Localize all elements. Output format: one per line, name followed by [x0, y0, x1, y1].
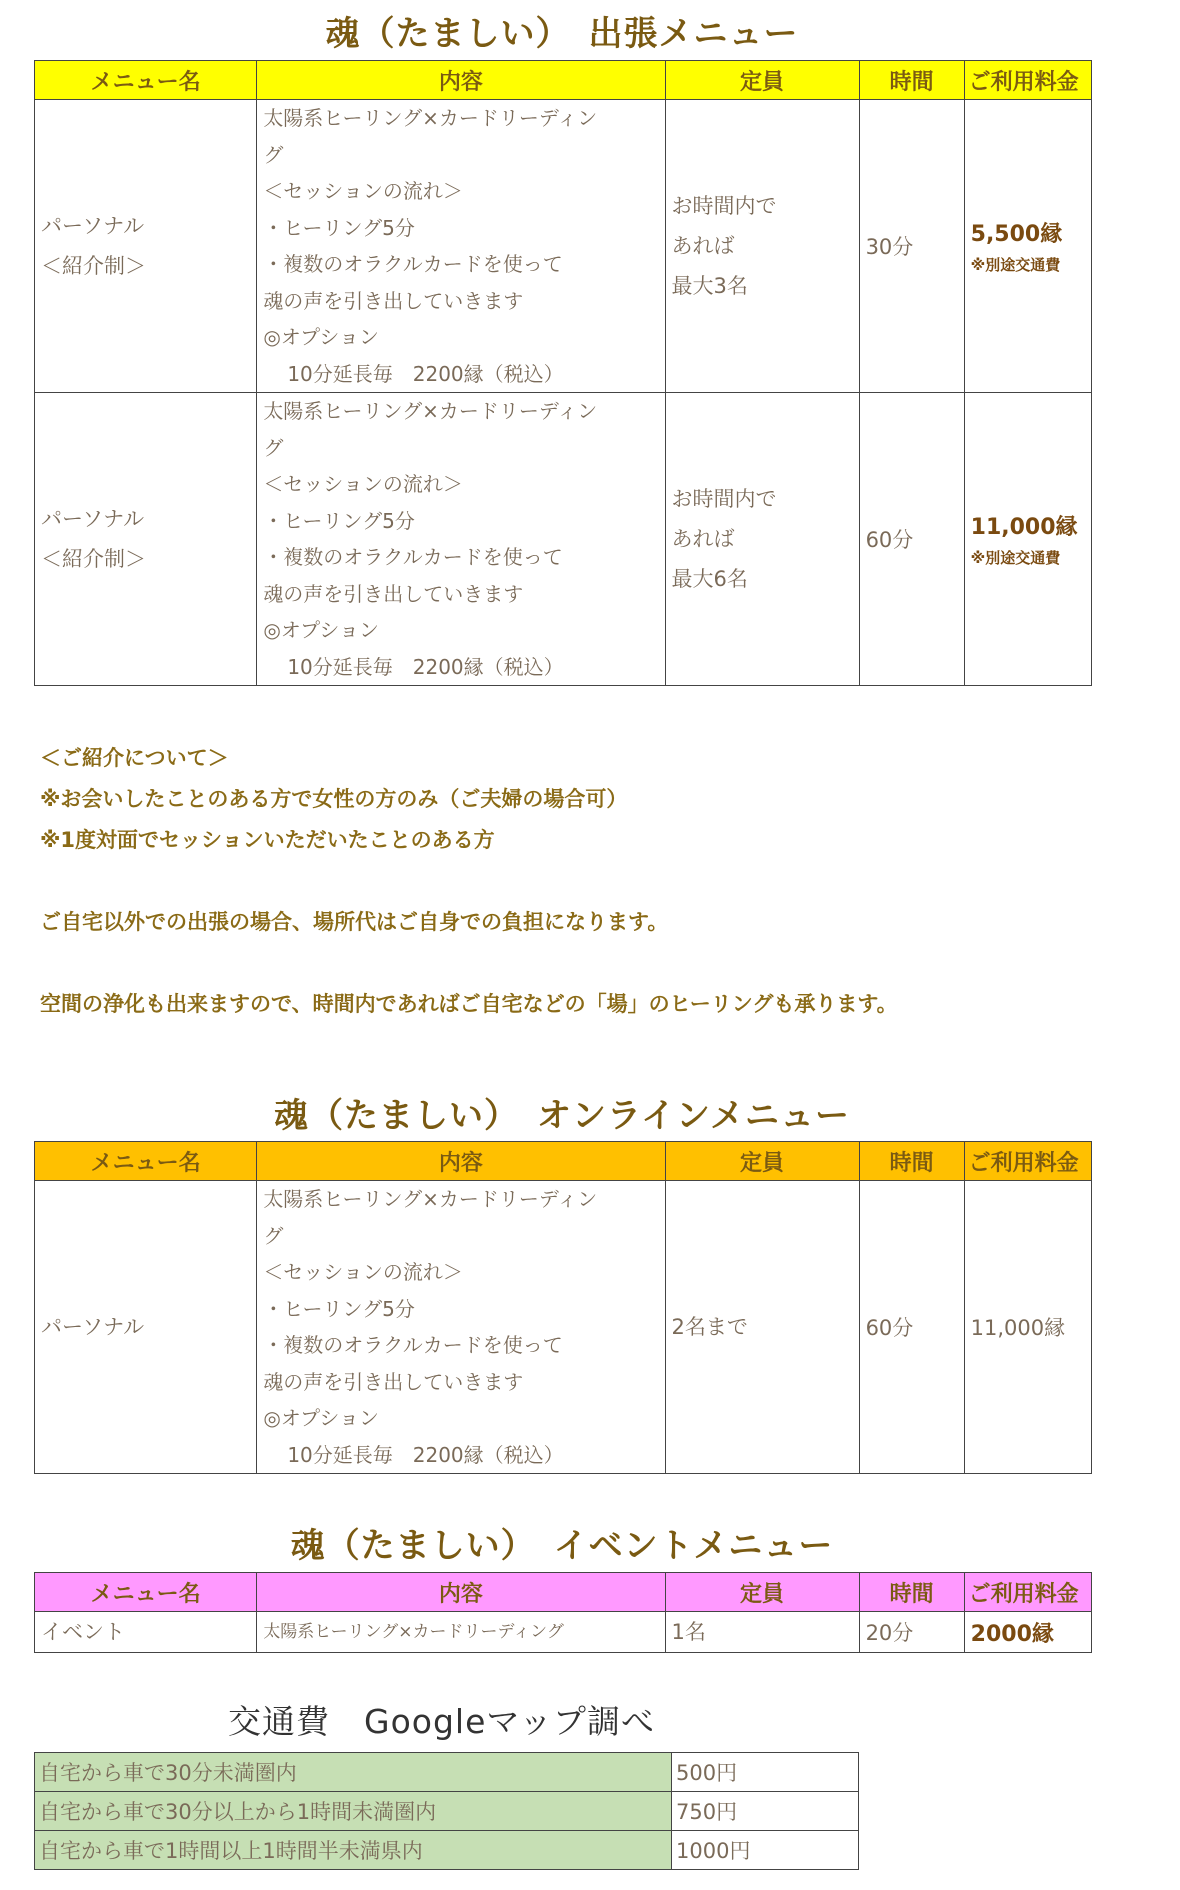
notes-block — [40, 738, 1100, 1025]
fee-value: 11,000縁 — [970, 515, 1078, 540]
content-line: 10分延長毎 2200縁（税込） — [287, 654, 564, 679]
capacity-line: あれば — [671, 527, 735, 551]
content-line: ・ヒーリング5分 — [263, 215, 415, 240]
transport-title: 交通費 Googleマップ調べ — [228, 1702, 656, 1741]
event-menu-table — [34, 1572, 1092, 1653]
menu-name: パーソナル — [41, 507, 145, 531]
transport-route: 自宅から車で1時間以上1時間半未満県内 — [35, 1831, 672, 1870]
event-menu-title: 魂（たましい） イベントメニュー — [290, 1526, 834, 1566]
content-line: グ — [263, 1223, 284, 1248]
content-line: 10分延長毎 2200縁（税込） — [287, 361, 564, 386]
content-line: 太陽系ヒーリング×カードリーディン — [263, 1187, 598, 1211]
header-fee: ご利用料金 — [964, 1573, 1091, 1612]
content-line: ・複数のオラクルカードを使って — [263, 1333, 563, 1357]
table-row — [35, 1753, 859, 1792]
content-line: 太陽系ヒーリング×カードリーディン — [263, 106, 598, 130]
capacity-cell — [665, 393, 859, 686]
transport-price: 500円 — [672, 1753, 859, 1792]
trip-menu-title: 魂（たましい） 出張メニュー — [325, 14, 799, 54]
table-row — [35, 1792, 859, 1831]
capacity-cell — [665, 100, 859, 393]
content-line: ・ヒーリング5分 — [263, 1296, 415, 1321]
header-fee: ご利用料金 — [964, 61, 1091, 100]
transport-price: 750円 — [672, 1792, 859, 1831]
content-cell — [257, 1181, 665, 1474]
time-cell: 60分 — [859, 393, 964, 686]
menu-name-cell: パーソナル — [35, 1181, 257, 1474]
content-line: グ — [263, 435, 284, 460]
fee-note: ※別途交通費 — [970, 256, 1061, 274]
content-cell — [257, 100, 665, 393]
note-line: ＜ご紹介について＞ — [40, 746, 229, 770]
time-cell: 30分 — [859, 100, 964, 393]
table-header-row — [35, 1573, 1092, 1612]
capacity-cell: 2名まで — [665, 1181, 859, 1474]
header-time: 時間 — [859, 1573, 964, 1612]
menu-name-cell: イベント — [35, 1612, 257, 1653]
fee-cell — [964, 1612, 1091, 1653]
content-line: ＜セッションの流れ＞ — [263, 1260, 463, 1284]
transport-route: 自宅から車で30分以上から1時間未満圏内 — [35, 1792, 672, 1831]
fee-value: 5,500縁 — [970, 222, 1063, 247]
table-row — [35, 1612, 1092, 1653]
header-menu-name: メニュー名 — [35, 1573, 257, 1612]
header-content: 内容 — [257, 61, 665, 100]
content-line: ・複数のオラクルカードを使って — [263, 252, 563, 276]
note-line: ※1度対面でセッションいただいたことのある方 — [40, 828, 495, 852]
capacity-line: 最大3名 — [671, 274, 748, 298]
table-row — [35, 1831, 859, 1870]
fee-value: 2000縁 — [970, 1621, 1054, 1647]
note-line — [40, 943, 1100, 984]
header-content: 内容 — [257, 1573, 665, 1612]
content-line: ◎オプション — [263, 325, 379, 349]
note-line: ※お会いしたことのある方で女性の方のみ（ご夫婦の場合可） — [40, 787, 628, 811]
table-row — [35, 393, 1092, 686]
content-line: 魂の声を引き出していきます — [263, 581, 524, 606]
time-cell: 20分 — [859, 1612, 964, 1653]
content-line: ・ヒーリング5分 — [263, 508, 415, 533]
fee-cell: 11,000縁 — [964, 1181, 1091, 1474]
note-line: ご自宅以外での出張の場合、場所代はご自身での負担になります。 — [40, 910, 669, 934]
header-fee: ご利用料金 — [964, 1142, 1091, 1181]
content-cell — [257, 393, 665, 686]
header-capacity: 定員 — [665, 1142, 859, 1181]
menu-name-cell — [35, 100, 257, 393]
header-content: 内容 — [257, 1142, 665, 1181]
time-cell: 60分 — [859, 1181, 964, 1474]
menu-name-note: ＜紹介制＞ — [41, 254, 146, 278]
content-line: ・複数のオラクルカードを使って — [263, 545, 563, 569]
fee-cell — [964, 393, 1091, 686]
content-line: ◎オプション — [263, 618, 379, 642]
transport-price: 1000円 — [672, 1831, 859, 1870]
content-line: 10分延長毎 2200縁（税込） — [287, 1442, 564, 1467]
fee-note: ※別途交通費 — [970, 549, 1061, 567]
capacity-line: お時間内で — [671, 487, 777, 511]
table-row — [35, 1181, 1092, 1474]
menu-name-note: ＜紹介制＞ — [41, 547, 146, 571]
content-cell: 太陽系ヒーリング×カードリーディング — [257, 1612, 665, 1653]
capacity-line: 最大6名 — [671, 567, 748, 591]
transport-route: 自宅から車で30分未満圏内 — [35, 1753, 672, 1792]
content-line: ◎オプション — [263, 1406, 379, 1430]
note-line — [40, 861, 1100, 902]
online-menu-title: 魂（たましい） オンラインメニュー — [274, 1096, 850, 1136]
header-menu-name: メニュー名 — [35, 61, 257, 100]
capacity-line: お時間内で — [671, 194, 777, 218]
content-line: グ — [263, 142, 284, 167]
header-capacity: 定員 — [665, 61, 859, 100]
table-row — [35, 100, 1092, 393]
header-menu-name: メニュー名 — [35, 1142, 257, 1181]
online-menu-table — [34, 1141, 1092, 1474]
fee-cell — [964, 100, 1091, 393]
transport-table — [34, 1752, 859, 1870]
header-capacity: 定員 — [665, 1573, 859, 1612]
header-time: 時間 — [859, 61, 964, 100]
capacity-cell: 1名 — [665, 1612, 859, 1653]
menu-name: パーソナル — [41, 214, 145, 238]
content-line: 太陽系ヒーリング×カードリーディン — [263, 399, 598, 423]
table-header-row — [35, 61, 1092, 100]
header-time: 時間 — [859, 1142, 964, 1181]
note-line: 空間の浄化も出来ますので、時間内であればご自宅などの「場」のヒーリングも承ります。 — [40, 992, 898, 1016]
table-header-row — [35, 1142, 1092, 1181]
content-line: 魂の声を引き出していきます — [263, 1369, 524, 1394]
content-line: ＜セッションの流れ＞ — [263, 472, 463, 496]
content-line: ＜セッションの流れ＞ — [263, 179, 463, 203]
capacity-line: あれば — [671, 234, 735, 258]
menu-name-cell — [35, 393, 257, 686]
trip-menu-table — [34, 60, 1092, 686]
content-line: 魂の声を引き出していきます — [263, 288, 524, 313]
